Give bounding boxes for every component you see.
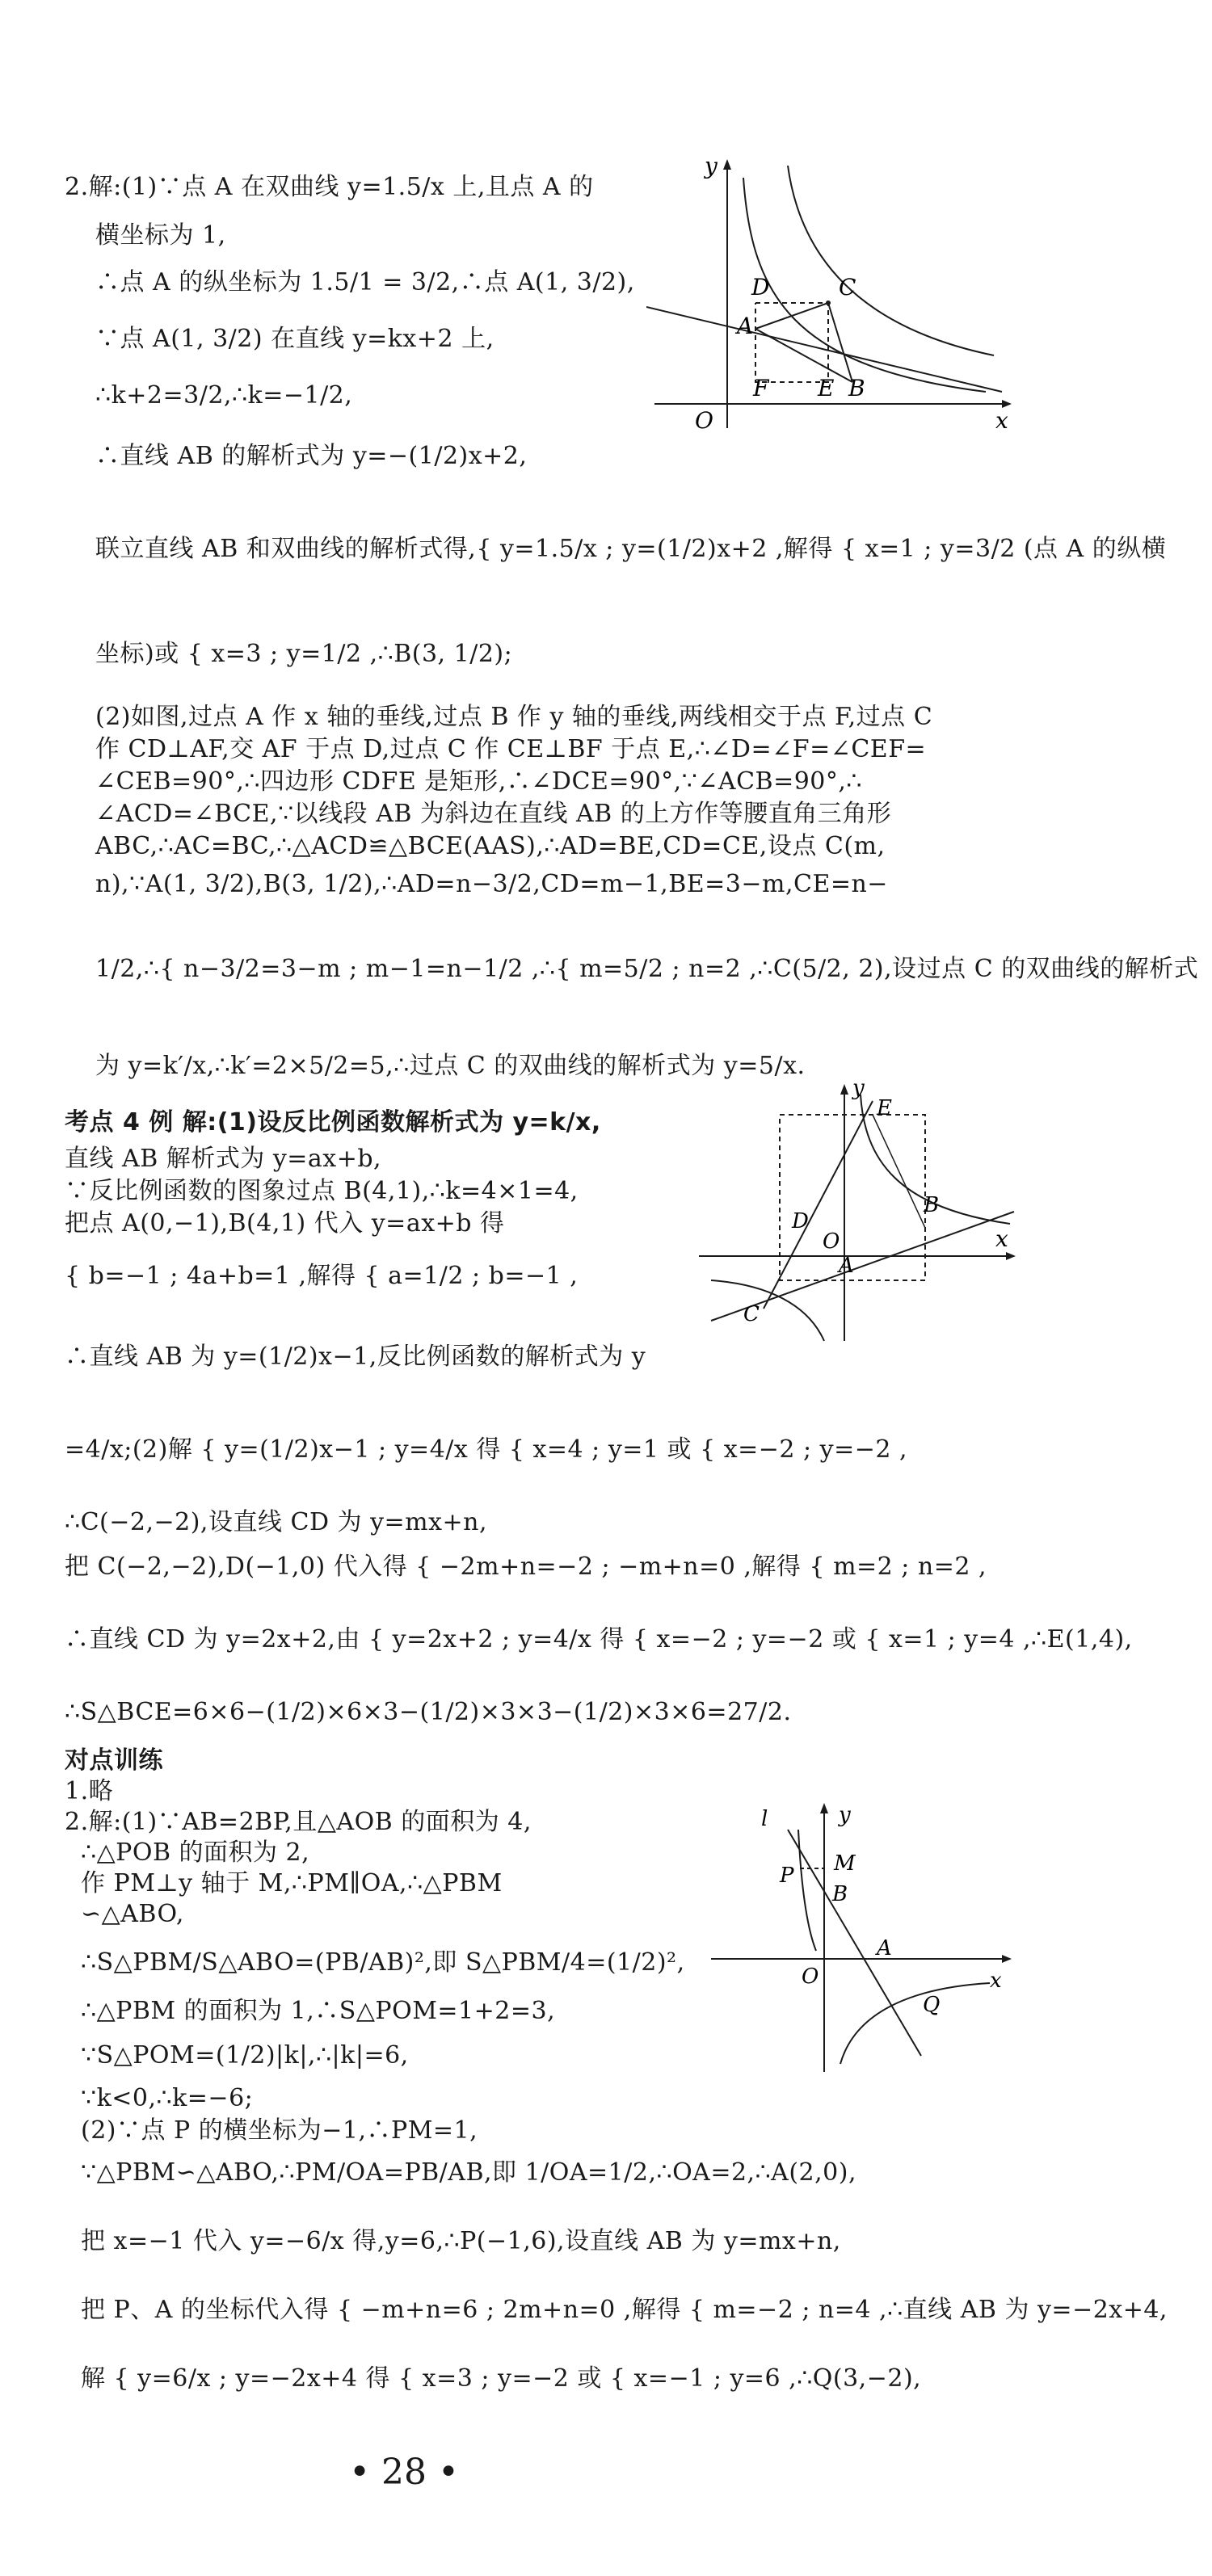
- fig2-line-eb: [873, 1115, 925, 1228]
- fig3-hyperbola-left: [798, 1830, 816, 1951]
- figure-2-example-graph: [695, 1078, 1018, 1345]
- training-heading: 对点训练: [65, 1746, 163, 1775]
- fig1-label-d: D: [751, 274, 770, 300]
- training-2-line-8: ∵k<0,∴k=−6;: [81, 2084, 254, 2112]
- solution-2-line-6: ∴直线 AB 的解析式为 y=−(1/2)x+2,: [95, 442, 528, 470]
- solution-2-line-4: ∵点 A(1, 3/2) 在直线 y=kx+2 上,: [95, 325, 494, 353]
- example-line-9: 把 C(−2,−2),D(−1,0) 代入得 { −2m+n=−2 ; −m+n=0 ,解得 { m=2 ; n=2 ,: [65, 1553, 987, 1581]
- training-2-line-9: (2)∵点 P 的横坐标为−1,∴PM=1,: [81, 2116, 478, 2145]
- fig2-label-e: E: [877, 1096, 892, 1120]
- fig1-label-f: F: [753, 375, 769, 401]
- fig2-label-b: B: [924, 1193, 940, 1217]
- solution-2-part2-line-2: 作 CD⊥AF,交 AF 于点 D,过点 C 作 CE⊥BF 于点 E,∴∠D=∠F=∠CEF=: [95, 735, 927, 763]
- training-2-line-7: ∵S△POM=(1/2)|k|,∴|k|=6,: [81, 2041, 409, 2070]
- fig2-label-o: O: [823, 1229, 840, 1254]
- fig3-label-p: P: [780, 1864, 794, 1888]
- fig1-outer-hyperbola: [788, 166, 994, 355]
- fig2-label-c: C: [743, 1302, 760, 1326]
- fig3-label-o: O: [802, 1965, 819, 1989]
- example-line-11: ∴S△BCE=6×6−(1/2)×6×3−(1/2)×3×3−(1/2)×3×6=27/2.: [65, 1698, 792, 1726]
- training-2-line-11: 把 x=−1 代入 y=−6/x 得,y=6,∴P(−1,6),设直线 AB 为 y=mx+n,: [81, 2227, 841, 2255]
- example-line-4: 把点 A(0,−1),B(4,1) 代入 y=ax+b 得: [65, 1209, 505, 1238]
- fig3-x-arrow: [1002, 1955, 1012, 1963]
- fig1-label-c: C: [839, 274, 856, 300]
- solution-2-part2-line-7: 1/2,∴{ n−3/2=3−m ; m−1=n−1/2 ,∴{ m=5/2 ; n=2 ,∴C(5/2, 2),设过点 C 的双曲线的解析式: [95, 955, 1199, 983]
- training-2-line-1: 2.解:(1)∵AB=2BP,且△AOB 的面积为 4,: [65, 1808, 532, 1836]
- training-1: 1.略: [65, 1777, 114, 1805]
- solution-2-line-8: 坐标)或 { x=3 ; y=1/2 ,∴B(3, 1/2);: [95, 640, 513, 668]
- training-2-line-6: ∴△PBM 的面积为 1,∴S△POM=1+2=3,: [81, 1997, 556, 2025]
- fig3-label-q: Q: [923, 1993, 941, 2017]
- training-2-line-2: ∴△POB 的面积为 2,: [81, 1838, 310, 1867]
- training-2-line-5: ∴S△PBM/S△ABO=(PB/AB)²,即 S△PBM/4=(1/2)²,: [81, 1948, 685, 1977]
- fig1-y-arrow: [723, 159, 731, 170]
- training-2-line-10: ∵△PBM∽△ABO,∴PM/OA=PB/AB,即 1/OA=1/2,∴OA=2,∴A(2,0),: [81, 2158, 856, 2187]
- page-number: • 28 •: [349, 2452, 459, 2493]
- solution-2-part2-line-5: ABC,∴AC=BC,∴△ACD≌△BCE(AAS),∴AD=BE,CD=CE,设点 C(m,: [95, 832, 886, 860]
- example-line-2: 直线 AB 解析式为 y=ax+b,: [65, 1145, 382, 1173]
- example-line-6: ∴直线 AB 为 y=(1/2)x−1,反比例函数的解析式为 y: [65, 1343, 646, 1371]
- fig2-label-a: A: [839, 1254, 854, 1278]
- fig3-y-arrow: [820, 1803, 828, 1813]
- fig1-rectangle-cdfe: [755, 303, 828, 382]
- fig2-hyperbola-left: [711, 1280, 824, 1341]
- fig2-x-arrow: [1006, 1252, 1016, 1260]
- solution-2-part2-line-3: ∠CEB=90°,∴四边形 CDFE 是矩形,∴∠DCE=90°,∵∠ACB=90°,∴: [95, 767, 863, 796]
- solution-2-part2-line-8: 为 y=k′/x,∴k′=2×5/2=5,∴过点 C 的双曲线的解析式为 y=5/x.: [95, 1052, 806, 1080]
- fig3-label-x: x: [990, 1969, 1002, 1993]
- fig2-y-arrow: [840, 1084, 848, 1095]
- fig1-label-a: A: [737, 313, 754, 339]
- example-line-3: ∵反比例函数的图象过点 B(4,1),∴k=4×1=4,: [65, 1177, 579, 1205]
- fig2-label-x: x: [995, 1225, 1008, 1252]
- fig1-label-o: O: [695, 407, 713, 434]
- fig2-label-y: y: [852, 1078, 865, 1100]
- figure-3-training-graph: [711, 1797, 1018, 2080]
- fig1-label-e: E: [818, 375, 835, 401]
- training-2-line-13: 解 { y=6/x ; y=−2x+4 得 { x=3 ; y=−2 或 { x=−1 ; y=6 ,∴Q(3,−2),: [81, 2364, 922, 2393]
- example-line-10: ∴直线 CD 为 y=2x+2,由 { y=2x+2 ; y=4/x 得 { x=−2 ; y=−2 或 { x=1 ; y=4 ,∴E(1,4),: [65, 1625, 1133, 1654]
- example-heading: 考点 4 例 解:(1)设反比例函数解析式为 y=k/x,: [65, 1108, 601, 1137]
- fig1-label-x: x: [995, 407, 1008, 434]
- fig1-point-c: [826, 300, 831, 305]
- example-line-5: { b=−1 ; 4a+b=1 ,解得 { a=1/2 ; b=−1 ,: [65, 1262, 579, 1290]
- training-2-line-3: 作 PM⊥y 轴于 M,∴PM∥OA,∴△PBM: [81, 1869, 503, 1897]
- training-2-line-4: ∽△ABO,: [81, 1900, 184, 1928]
- fig1-label-y: y: [705, 153, 718, 179]
- solution-2-line-7: 联立直线 AB 和双曲线的解析式得,{ y=1.5/x ; y=(1/2)x+2 ,解得 { x=1 ; y=3/2 (点 A 的纵横: [95, 535, 1167, 563]
- training-2-line-12: 把 P、A 的坐标代入得 { −m+n=6 ; 2m+n=0 ,解得 { m=−2 ; n=4 ,∴直线 AB 为 y=−2x+4,: [81, 2296, 1168, 2324]
- solution-2-part2-line-4: ∠ACD=∠BCE,∵以线段 AB 为斜边在直线 AB 的上方作等腰直角三角形: [95, 800, 892, 828]
- fig3-hyperbola-right: [840, 1983, 990, 2064]
- fig3-label-y: y: [839, 1803, 851, 1827]
- fig3-label-a: A: [877, 1936, 892, 1960]
- example-line-7: =4/x;(2)解 { y=(1/2)x−1 ; y=4/x 得 { x=4 ; y=1 或 { x=−2 ; y=−2 ,: [65, 1435, 908, 1464]
- fig3-label-m: M: [834, 1851, 856, 1876]
- solution-2-line-1: 2.解:(1)∵点 A 在双曲线 y=1.5/x 上,且点 A 的: [65, 173, 594, 201]
- solution-2-line-2: 横坐标为 1,: [95, 221, 226, 250]
- solution-2-part2-line-1: (2)如图,过点 A 作 x 轴的垂线,过点 B 作 y 轴的垂线,两线相交于点 F,过点 C: [95, 703, 933, 731]
- figure-1-hyperbola-graph: [646, 149, 1018, 440]
- solution-2-part2-line-6: n),∵A(1, 3/2),B(3, 1/2),∴AD=n−3/2,CD=m−1,BE=3−m,CE=n−: [95, 870, 888, 898]
- fig3-label-l: l: [761, 1807, 768, 1831]
- solution-2-line-3: ∴点 A 的纵坐标为 1.5/1 = 3/2,∴点 A(1, 3/2),: [95, 268, 635, 296]
- fig2-label-d: D: [792, 1209, 809, 1233]
- fig1-line-ac: [755, 303, 828, 329]
- solution-2-line-5: ∴k+2=3/2,∴k=−1/2,: [95, 381, 353, 410]
- example-line-8: ∴C(−2,−2),设直线 CD 为 y=mx+n,: [65, 1508, 488, 1536]
- fig3-label-b: B: [832, 1882, 848, 1906]
- fig1-label-b: B: [848, 375, 865, 401]
